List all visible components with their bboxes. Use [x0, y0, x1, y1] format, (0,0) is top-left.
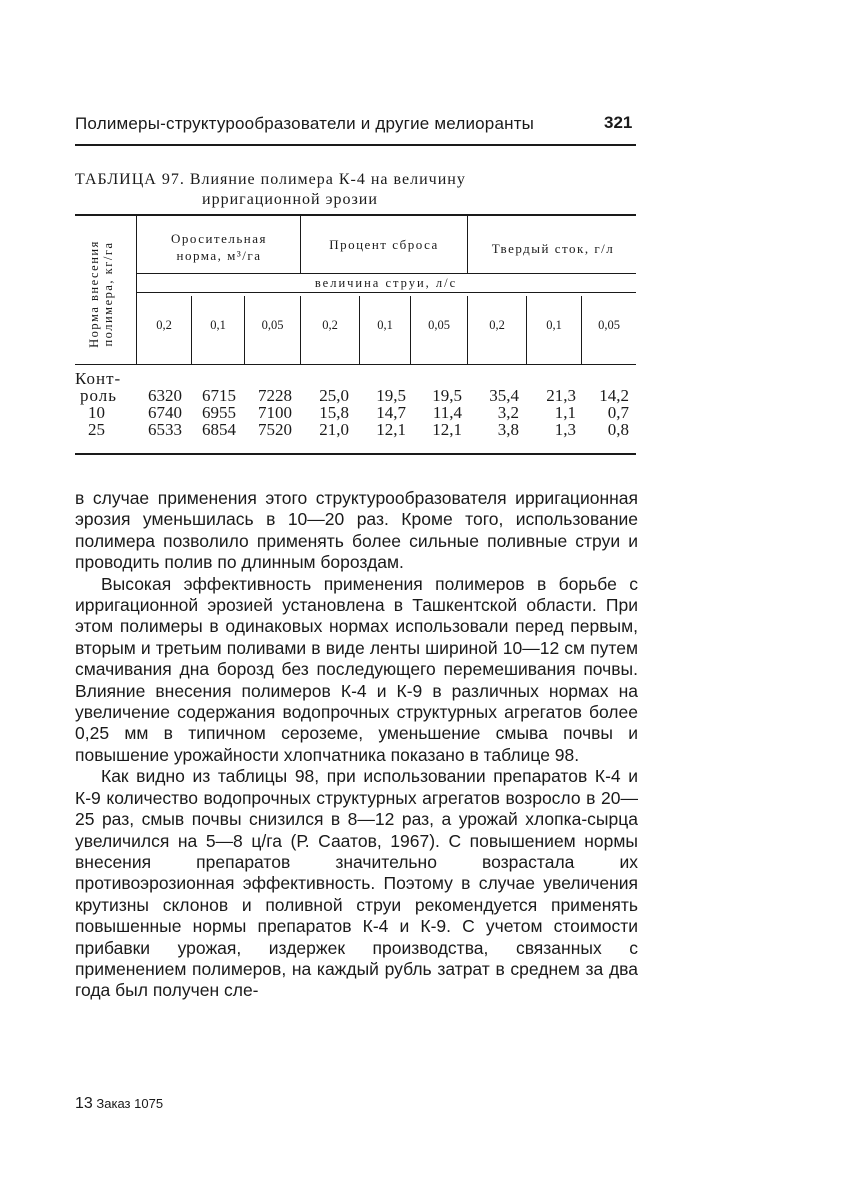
cell-value: 25,0	[319, 386, 349, 405]
cell-value: 21,3	[546, 386, 576, 405]
flow-value: 0,05	[598, 318, 620, 332]
cell-value: 6533	[148, 420, 182, 439]
flow-value: 0,2	[489, 318, 505, 332]
table-caption-line1: ТАБЛИЦА 97. Влияние полимера К-4 на величину	[75, 171, 466, 188]
cell-value: 0,7	[607, 403, 629, 422]
paragraph: Высокая эффективность применения полимеров в борьбе с ирригационной эрозией установлена в Ташкентской области. При этом полимеры в одинаковых нормах использовали перед первым, вторым и третьим поливами в виде ленты шириной 10—12 см путем смачивания дна борозд без последующего перемешивания почвы. Влияние внесения полимеров К-4 и К-9 в различных нормах на увеличение содержания водопрочных структурных агрегатов более 0,25 мм в типичном сероземе, уменьшение смыва почвы и повышение урожайности хлопчатника показано в таблице 98.	[75, 573, 638, 765]
row-label: роль	[80, 386, 118, 405]
body-text	[75, 488, 638, 1002]
cell-value: 7520	[258, 420, 292, 439]
cell-value: 15,8	[319, 403, 349, 422]
cell-value: 0,8	[607, 420, 629, 439]
group-header-irrigation: Оросительная норма, м³/га	[170, 231, 267, 263]
flow-value: 0,2	[156, 318, 172, 332]
flow-value: 0,1	[546, 318, 562, 332]
flow-value: 0,1	[210, 318, 226, 332]
cell-value: 6955	[202, 403, 236, 422]
paragraph: Как видно из таблицы 98, при использовании препаратов К-4 и К-9 количество водопрочных структурных агрегатов возросло в 20—25 раз, смыв почвы снизился в 8—12 раз, а урожай хлопка-сырца увеличился на 5—8 ц/га (Р. Саатов, 1967). С повышением нормы внесения препаратов значительно возрастала их противоэрозионная эффективность. Поэтому в случае увеличения крутизны склонов и поливной струи рекомендуется применять повышенные нормы препаратов К-4 и К-9. С учетом стоимости прибавки урожая, издержек производства, связанных с применением полимеров, на каждый рубль затрат в среднем за два года был получен сле-	[75, 766, 638, 1001]
row-label: 10	[88, 403, 105, 422]
cell-value: 12,1	[432, 420, 462, 439]
cell-value: 3,2	[497, 403, 519, 422]
cell-value: 6740	[148, 403, 182, 422]
cell-value: 19,5	[432, 386, 462, 405]
row-label: 25	[88, 420, 105, 439]
cell-value: 12,1	[376, 420, 406, 439]
order-number: Заказ 1075	[96, 1096, 164, 1111]
cell-value: 21,0	[319, 420, 349, 439]
cell-value: 3,8	[497, 420, 519, 439]
cell-value: 6715	[202, 386, 236, 405]
cell-value: 14,2	[599, 386, 629, 405]
flow-value: 0,1	[377, 318, 393, 332]
paragraph: в случае применения этого структурообразователя ирригационная эрозия уменьшилась в 10—20 раз. Кроме того, использование полимера позволило применять более сильные поливные струи и проводить полив по длинным бороздам.	[75, 488, 638, 573]
sheet-number: 13	[75, 1095, 93, 1112]
cell-value: 19,5	[376, 386, 406, 405]
running-header-title: Полимеры-структурообразователи и другие мелиоранты	[75, 114, 535, 133]
flow-value: 0,2	[322, 318, 338, 332]
row-label-top: Конт-	[75, 369, 122, 388]
footer-signature	[75, 1095, 163, 1113]
cell-value: 6320	[148, 386, 182, 405]
cell-value: 35,4	[489, 386, 519, 405]
subheader-flow: величина струи, л/с	[314, 276, 458, 290]
row-header-text: Норма внесения полимера, кг/га	[87, 240, 115, 348]
group-header-solid-runoff: Твердый сток, г/л	[491, 241, 615, 256]
cell-value: 6854	[202, 420, 236, 439]
flow-value: 0,05	[261, 318, 284, 332]
cell-value: 14,7	[376, 403, 406, 422]
page-number: 321	[604, 113, 633, 132]
flow-value: 0,05	[428, 318, 450, 332]
cell-value: 7228	[258, 386, 292, 405]
group-header-discharge: Процент сброса	[329, 237, 439, 252]
cell-value: 1,3	[554, 420, 576, 439]
cell-value: 1,1	[554, 403, 576, 422]
table-caption-line2: ирригационной эрозии	[202, 191, 378, 208]
cell-value: 7100	[258, 403, 292, 422]
cell-value: 11,4	[432, 403, 462, 422]
